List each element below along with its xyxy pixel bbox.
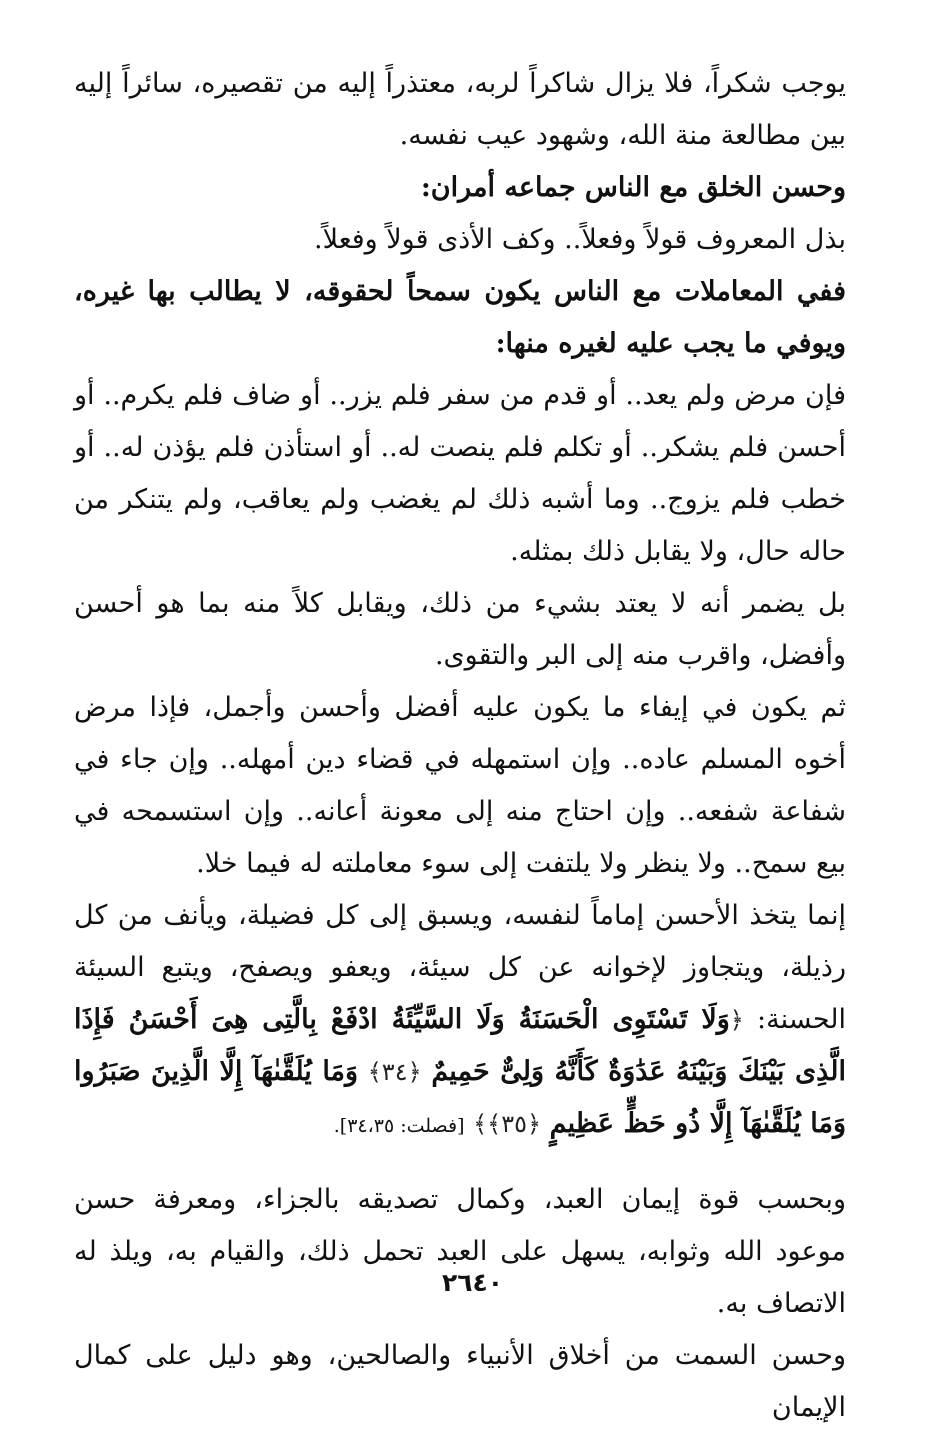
paragraph-5: فإن مرض ولم يعد.. أو قدم من سفر فلم يزر.. أو ضاف فلم يكرم.. أو أحسن فلم يشكر.. أو تكلم فلم ينصت له.. أو استأذن فلم يؤذن له.. أو خطب فلم يزوج.. وما أشبه ذلك لم يغضب ولم يعاقب، ولم يتنكر من حاله حال، ولا يقابل ذلك بمثله.	[74, 380, 846, 567]
paragraph-1: يوجب شكراً، فلا يزال شاكراً لربه، معتذراً إليه من تقصيره، سائراً إليه بين مطالعة منة الله، وشهود عيب نفسه.	[74, 68, 846, 151]
page-number: ٢٦٤٠	[441, 1268, 504, 1297]
paragraph-7: ثم يكون في إيفاء ما يكون عليه أفضل وأحسن وأجمل، فإذا مرض أخوه المسلم عاده.. وإن استمهله في قضاء دين أمهله.. وإن جاء في شفاعة شفعه.. وإن احتاج منه إلى معونة أعانه.. وإن استسمحه في بيع سمح.. ولا ينظر ولا يلتفت إلى سوء معاملته له فيما خلا.	[74, 692, 846, 879]
closing-paragraph-2: وحسن السمت من أخلاق الأنبياء والصالحين، وهو دليل على كمال الإيمان	[74, 1340, 846, 1423]
ayah-marker-34: ﴿٣٤﴾	[367, 1058, 422, 1086]
page-body	[74, 58, 846, 1434]
verse-paragraph	[74, 890, 846, 1152]
verse-open-bracket: ﴿	[729, 1006, 744, 1034]
paragraph-2-heading: وحسن الخلق مع الناس جماعه أمران:	[420, 172, 846, 203]
quran-verse-34: وَلَا تَسْتَوِى الْحَسَنَةُ وَلَا السَّيِّئَةُ ادْفَعْ بِالَّتِى هِىَ أَحْسَنُ فَإِذَا الَّذِى بَيْنَكَ وَبَيْنَهُ عَدَٰوَةٌ كَأَنَّهُ وَلِىٌّ حَمِيمٌ	[74, 1004, 846, 1087]
section-spacer	[74, 1152, 846, 1174]
paragraph-4-heading: ففي المعاملات مع الناس يكون سمحاً لحقوقه، لا يطالب بها غيره، ويوفي ما يجب عليه لغيره منها:	[74, 276, 846, 359]
verse-intro: إنما يتخذ الأحسن إماماً لنفسه، ويسبق إلى كل فضيلة، ويأنف من كل رذيلة، ويتجاوز لإخوانه عن كل سيئة، ويعفو ويصفح، ويتبع السيئة الحسنة:	[74, 900, 847, 1035]
quran-verse-35: وَمَا يُلَقَّىٰهَآ إِلَّا الَّذِينَ صَبَرُوا وَمَا يُلَقَّىٰهَآ إِلَّا ذُو حَظٍّ عَظِيمٍ	[74, 1056, 846, 1139]
closing-paragraph-1: وبحسب قوة إيمان العبد، وكمال تصديقه بالجزاء، ومعرفة حسن موعود الله وثوابه، يسهل على العبد تحمل ذلك، والقيام به، ويلذ له الاتصاف به.	[74, 1184, 846, 1319]
verse-reference: [فصلت: ٣٤،٣٥].	[333, 1115, 465, 1137]
paragraph-3: بذل المعروف قولاً وفعلاً.. وكف الأذى قولاً وفعلاً.	[314, 224, 846, 255]
paragraph-6: بل يضمر أنه لا يعتد بشيء من ذلك، ويقابل كلاً منه بما هو أحسن وأفضل، واقرب منه إلى البر والتقوى.	[74, 588, 846, 671]
ayah-marker-35: ﴿٣٥﴾	[487, 1110, 542, 1138]
verse-close-bracket: ﴾	[473, 1110, 488, 1138]
